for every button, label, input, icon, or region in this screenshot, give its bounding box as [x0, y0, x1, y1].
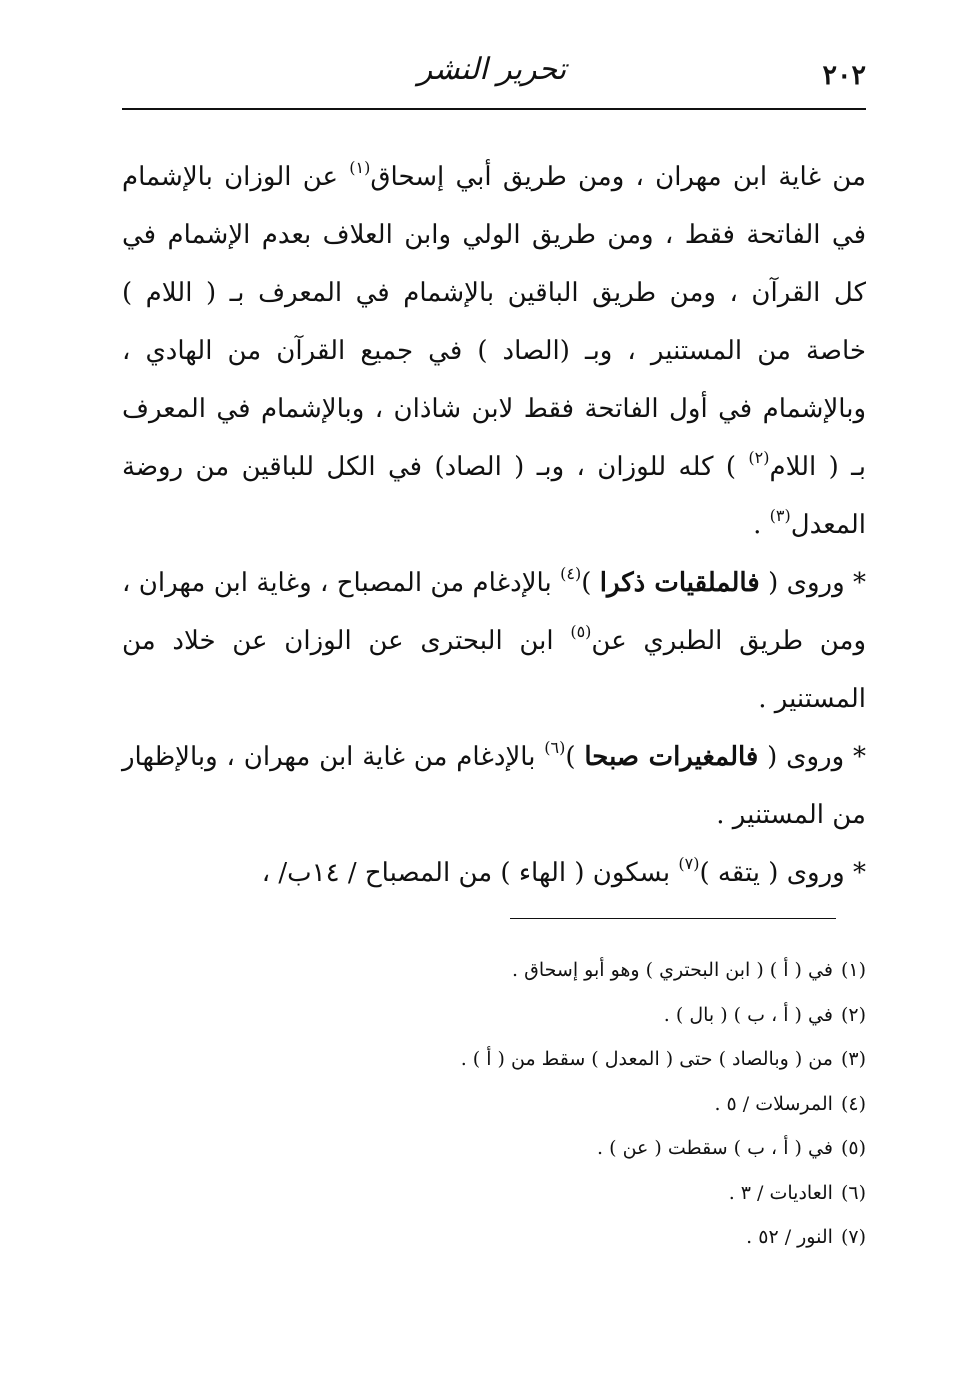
- footnote-ref: (٤): [560, 564, 582, 583]
- line-text: في المعرف بـ ( اللام: [122, 394, 866, 482]
- footnote: [122, 1126, 866, 1171]
- text-line: [226, 738, 866, 772]
- footnote-number: (٢): [840, 1003, 866, 1026]
- footnote-ref: (٧): [678, 854, 700, 873]
- line-text: بالإشمام في الفاتحة فقط ، ومن طريق الولي وابن العلاف بعدم: [122, 162, 867, 250]
- footnote-ref: (٥): [570, 622, 592, 641]
- text-line: [224, 158, 867, 192]
- footnote: [122, 993, 866, 1038]
- paragraph: [122, 844, 866, 902]
- line-text: الهادي ، وبالإشمام في أول الفاتحة فقط لابن شاذان ، وبالإشمام: [122, 336, 866, 424]
- line-text: * وروى (: [758, 742, 866, 772]
- quran-phrase: فالملقيات ذكرا: [599, 568, 760, 598]
- paragraph: [122, 554, 866, 728]
- footnote-number: (٥): [840, 1137, 866, 1159]
- footnotes: [122, 948, 866, 1260]
- footnote-ref: (٣): [769, 506, 791, 525]
- line-text: بالإدغام من غاية ابن مهران ،: [226, 742, 545, 772]
- line-text: بـ ( اللام ) خاصة من المستنير ، وبـ (الصاد ) في جميع القرآن من: [122, 278, 866, 366]
- line-text: خلاد من المستنير .: [122, 626, 866, 714]
- footnote: [122, 948, 866, 993]
- quran-phrase: فالمغيرات صبحا: [584, 742, 759, 772]
- line-text: ): [581, 568, 600, 598]
- line-text: من غاية ابن مهران ، ومن طريق أبي إسحاق: [370, 162, 867, 192]
- paragraph: [122, 728, 866, 844]
- line-text: بالإدغام من المصباح ، وغاية: [256, 568, 561, 598]
- line-text: * وروى ( يتقه ): [699, 858, 866, 888]
- footnote-text: في ( أ ، ب ) سقطت ( عن ) .: [597, 1137, 833, 1159]
- line-text: عن الوزان: [224, 162, 350, 192]
- footnote-divider: [510, 918, 836, 919]
- footnote-text: العاديات / ٣ .: [728, 1181, 833, 1204]
- text-line: [261, 854, 866, 888]
- footnote: [122, 1171, 866, 1216]
- page-header: [122, 48, 866, 106]
- text-line: [256, 564, 867, 598]
- line-text: ابن البحترى عن الوزان عن: [232, 626, 571, 656]
- line-text: ابن مهران ، ومن طريق الطبري عن: [122, 568, 867, 656]
- line-text: الإشمام في كل القرآن ، ومن طريق الباقين بالإشمام في المعرف: [122, 220, 866, 308]
- footnote-ref: (٢): [748, 448, 770, 467]
- footnote-number: (٦): [840, 1181, 866, 1204]
- footnote-ref: (٦): [544, 738, 566, 757]
- footnote-ref: (١): [349, 158, 371, 177]
- footnote-text: في ( أ ) ( ابن البحتري ) وهو أبو إسحاق .: [512, 959, 833, 981]
- footnote: [122, 1037, 866, 1082]
- footnote: [122, 1082, 866, 1127]
- main-text: [122, 148, 866, 902]
- line-text: وبالإظهار من المستنير .: [122, 742, 866, 830]
- running-title: تحرير النشر: [417, 52, 567, 87]
- footnote-number: (٤): [840, 1092, 866, 1115]
- line-text: ) كله للوزان ، وبـ ( الصاد) في الكل: [326, 452, 749, 482]
- footnote-number: (٣): [840, 1048, 866, 1070]
- line-text: للباقين من روضة المعدل: [122, 452, 866, 540]
- line-text: .: [753, 510, 770, 540]
- line-text: ): [565, 742, 585, 772]
- footnote-text: المرسلات / ٥ .: [714, 1092, 833, 1115]
- paragraph: [122, 148, 866, 554]
- line-text: بسكون ( الهاء ) من المصباح / ١٤ب/ ،: [261, 858, 679, 888]
- footnote-number: (٧): [840, 1226, 866, 1248]
- header-divider: [122, 108, 866, 110]
- line-text: * وروى (: [759, 568, 867, 598]
- page-number: ٢٠٢: [822, 60, 866, 91]
- footnote-text: في ( أ ، ب ) ( بال ) .: [663, 1003, 833, 1026]
- footnote: [122, 1215, 866, 1260]
- footnote-number: (١): [840, 959, 866, 981]
- footnote-text: النور / ٥٢ .: [746, 1226, 833, 1248]
- footnote-text: من ( وبالصاد ) حتى ( المعدل ) سقط من ( أ ) .: [460, 1048, 833, 1070]
